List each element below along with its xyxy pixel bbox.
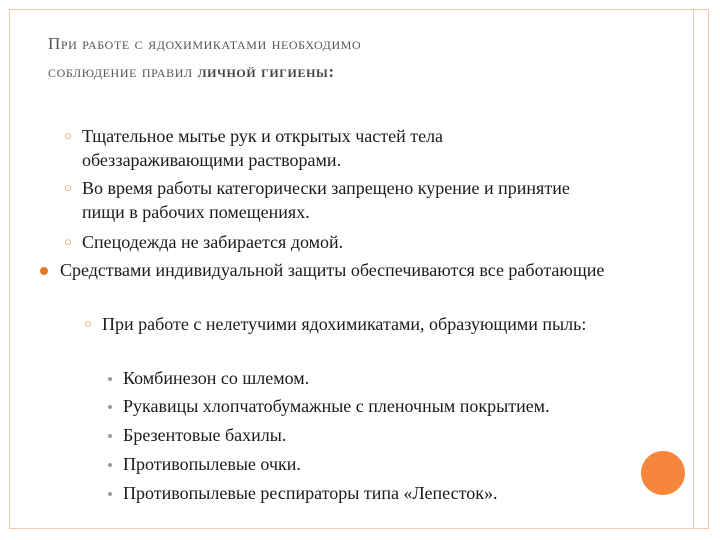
title-line-2 (48, 58, 608, 86)
list-item-text: Комбинезон со шлемом. (123, 368, 310, 388)
list-item (64, 124, 584, 172)
small-dot-bullet-icon (108, 434, 112, 438)
hollow-circle-bullet-icon: ○ (64, 180, 72, 195)
list-item (64, 176, 604, 224)
list-item (108, 366, 628, 390)
list-item (108, 481, 628, 505)
list-item-text: Рукавицы хлопчатобумажные с пленочным покрытием. (123, 396, 550, 416)
slide-title (48, 30, 608, 86)
list-item (40, 258, 640, 282)
list-item-text: Спецодежда не забирается домой. (82, 232, 344, 252)
list-item (108, 394, 668, 418)
small-dot-bullet-icon (108, 405, 112, 409)
hollow-circle-bullet-icon: ○ (64, 234, 72, 249)
list-item (84, 312, 664, 336)
list-item (108, 423, 628, 447)
list-item-text: Противопылевые респираторы типа «Лепесток». (123, 483, 498, 503)
list-item (108, 452, 628, 476)
title-line-2-part-b: личной гигиены: (197, 62, 335, 81)
list-item-text: Средствами индивидуальной защиты обеспечиваются все работающие (60, 260, 605, 280)
filled-circle-bullet-icon (40, 267, 48, 275)
list-item-text: При работе с нелетучими ядохимикатами, образующими пыль: (102, 314, 587, 334)
list-item (64, 230, 604, 254)
decorative-orange-circle (641, 451, 685, 495)
title-line-2-part-a: соблюдение правил (48, 62, 198, 81)
list-item-text: Противопылевые очки. (123, 454, 301, 474)
small-dot-bullet-icon (108, 463, 112, 467)
list-item-text: Во время работы категорически запрещено курение и принятие пищи в рабочих помещениях. (82, 178, 570, 222)
small-dot-bullet-icon (108, 492, 112, 496)
hollow-circle-bullet-icon: ○ (84, 316, 92, 331)
list-item-text: Тщательное мытье рук и открытых частей тела обеззараживающими растворами. (82, 126, 444, 170)
hollow-circle-bullet-icon: ○ (64, 128, 72, 143)
slide-frame-side-border (693, 10, 711, 528)
list-item-text: Брезентовые бахилы. (123, 425, 287, 445)
small-dot-bullet-icon (108, 377, 112, 381)
title-line-1: При работе с ядохимикатами необходимо (48, 34, 362, 53)
